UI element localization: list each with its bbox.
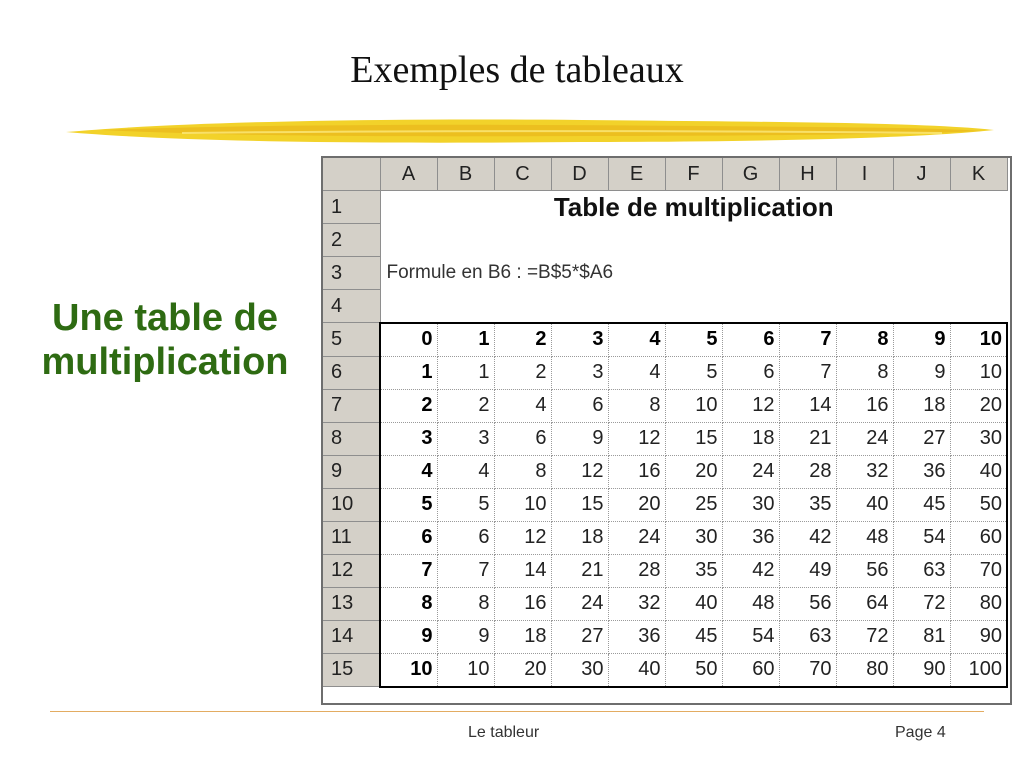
sheet-row: [323, 554, 1007, 587]
row-header[interactable]: 7: [323, 389, 380, 422]
row-header[interactable]: 14: [323, 620, 380, 653]
product-cell[interactable]: 50: [665, 653, 722, 687]
product-cell[interactable]: 35: [779, 488, 836, 521]
sheet-row: [323, 488, 1007, 521]
product-cell[interactable]: 3: [437, 422, 494, 455]
multiplicand-cell[interactable]: 6: [380, 521, 437, 554]
sheet-row: [323, 389, 1007, 422]
product-cell[interactable]: 9: [893, 356, 950, 389]
product-cell[interactable]: 18: [893, 389, 950, 422]
product-cell[interactable]: 10: [494, 488, 551, 521]
product-cell[interactable]: 80: [950, 587, 1007, 620]
brush-stroke-decoration: [62, 112, 998, 150]
product-cell[interactable]: 45: [893, 488, 950, 521]
product-cell[interactable]: 9: [551, 422, 608, 455]
sheet-row: [323, 620, 1007, 653]
product-cell[interactable]: 32: [608, 587, 665, 620]
sheet-row: [323, 224, 1007, 257]
sheet-row: [323, 290, 1007, 323]
column-header[interactable]: E: [608, 158, 665, 191]
row-header[interactable]: 5: [323, 323, 380, 357]
multiplier-header-cell[interactable]: 7: [779, 323, 836, 357]
row-header[interactable]: 13: [323, 587, 380, 620]
product-cell[interactable]: 90: [950, 620, 1007, 653]
product-cell[interactable]: 20: [665, 455, 722, 488]
product-cell[interactable]: 7: [779, 356, 836, 389]
sheet-row: [323, 356, 1007, 389]
product-cell[interactable]: 3: [551, 356, 608, 389]
product-cell[interactable]: 70: [779, 653, 836, 687]
product-cell[interactable]: 48: [722, 587, 779, 620]
column-header[interactable]: A: [380, 158, 437, 191]
row-header[interactable]: 9: [323, 455, 380, 488]
multiplicand-cell[interactable]: 3: [380, 422, 437, 455]
product-cell[interactable]: 12: [494, 521, 551, 554]
product-cell[interactable]: 10: [437, 653, 494, 687]
product-cell[interactable]: 90: [893, 653, 950, 687]
product-cell[interactable]: 24: [551, 587, 608, 620]
product-cell[interactable]: 81: [893, 620, 950, 653]
multiplicand-cell[interactable]: 2: [380, 389, 437, 422]
product-cell[interactable]: 54: [893, 521, 950, 554]
column-header[interactable]: C: [494, 158, 551, 191]
product-cell[interactable]: 2: [437, 389, 494, 422]
column-header-row: [323, 158, 1007, 191]
multiplier-header-cell[interactable]: 2: [494, 323, 551, 357]
column-header[interactable]: K: [950, 158, 1007, 191]
multiplicand-cell[interactable]: 5: [380, 488, 437, 521]
product-cell[interactable]: 14: [494, 554, 551, 587]
product-cell[interactable]: 42: [722, 554, 779, 587]
column-header[interactable]: B: [437, 158, 494, 191]
select-all-corner[interactable]: [323, 158, 380, 191]
side-label-line1: Une table de: [52, 297, 278, 339]
multiplier-header-cell[interactable]: 0: [380, 323, 437, 357]
product-cell[interactable]: 30: [665, 521, 722, 554]
product-cell[interactable]: 8: [494, 455, 551, 488]
column-header[interactable]: F: [665, 158, 722, 191]
product-cell[interactable]: 45: [665, 620, 722, 653]
product-cell[interactable]: 4: [608, 356, 665, 389]
column-header[interactable]: H: [779, 158, 836, 191]
product-cell[interactable]: 4: [494, 389, 551, 422]
multiplier-header-cell[interactable]: 10: [950, 323, 1007, 357]
product-cell[interactable]: 72: [836, 620, 893, 653]
product-cell[interactable]: 70: [950, 554, 1007, 587]
spreadsheet-table: [323, 158, 1008, 688]
row-header[interactable]: 11: [323, 521, 380, 554]
product-cell[interactable]: 6: [551, 389, 608, 422]
product-cell[interactable]: 12: [722, 389, 779, 422]
row-header[interactable]: 1: [323, 191, 380, 224]
row-header[interactable]: 15: [323, 653, 380, 687]
multiplier-header-cell[interactable]: 4: [608, 323, 665, 357]
multiplier-header-cell[interactable]: 3: [551, 323, 608, 357]
product-cell[interactable]: 40: [836, 488, 893, 521]
product-cell[interactable]: 48: [836, 521, 893, 554]
product-cell[interactable]: 40: [950, 455, 1007, 488]
product-cell[interactable]: 40: [608, 653, 665, 687]
product-cell[interactable]: 12: [551, 455, 608, 488]
row-header[interactable]: 10: [323, 488, 380, 521]
product-cell[interactable]: 27: [893, 422, 950, 455]
product-cell[interactable]: 1: [437, 356, 494, 389]
multiplicand-cell[interactable]: 1: [380, 356, 437, 389]
side-label: [12, 296, 318, 384]
product-cell[interactable]: 63: [779, 620, 836, 653]
product-cell[interactable]: 8: [836, 356, 893, 389]
product-cell[interactable]: 63: [893, 554, 950, 587]
footer-center-text: Le tableur: [468, 724, 540, 741]
multiplier-header-cell[interactable]: 1: [437, 323, 494, 357]
product-cell[interactable]: 6: [494, 422, 551, 455]
sheet-row: [323, 587, 1007, 620]
product-cell[interactable]: 18: [722, 422, 779, 455]
product-cell[interactable]: 7: [437, 554, 494, 587]
product-cell[interactable]: 24: [722, 455, 779, 488]
product-cell[interactable]: 54: [722, 620, 779, 653]
product-cell[interactable]: 25: [665, 488, 722, 521]
product-cell[interactable]: 5: [437, 488, 494, 521]
sheet-row: [323, 521, 1007, 554]
column-header[interactable]: D: [551, 158, 608, 191]
product-cell[interactable]: 32: [836, 455, 893, 488]
product-cell[interactable]: 15: [665, 422, 722, 455]
row-header[interactable]: 2: [323, 224, 380, 257]
product-cell[interactable]: 16: [494, 587, 551, 620]
product-cell[interactable]: 30: [551, 653, 608, 687]
sheet-row: [323, 323, 1007, 357]
empty-cell[interactable]: [380, 224, 1007, 257]
product-cell[interactable]: 56: [836, 554, 893, 587]
product-cell[interactable]: 36: [893, 455, 950, 488]
product-cell[interactable]: 2: [494, 356, 551, 389]
product-cell[interactable]: 8: [608, 389, 665, 422]
multiplier-header-cell[interactable]: 9: [893, 323, 950, 357]
multiplicand-cell[interactable]: 8: [380, 587, 437, 620]
product-cell[interactable]: 10: [665, 389, 722, 422]
product-cell[interactable]: 36: [608, 620, 665, 653]
product-cell[interactable]: 21: [779, 422, 836, 455]
product-cell[interactable]: 20: [494, 653, 551, 687]
empty-cell[interactable]: [380, 290, 1007, 323]
multiplier-header-cell[interactable]: 6: [722, 323, 779, 357]
product-cell[interactable]: 30: [722, 488, 779, 521]
multiplicand-cell[interactable]: 7: [380, 554, 437, 587]
multiplier-header-cell[interactable]: 5: [665, 323, 722, 357]
product-cell[interactable]: 50: [950, 488, 1007, 521]
product-cell[interactable]: 64: [836, 587, 893, 620]
product-cell[interactable]: 15: [551, 488, 608, 521]
product-cell[interactable]: 36: [722, 521, 779, 554]
row-header[interactable]: 4: [323, 290, 380, 323]
product-cell[interactable]: 5: [665, 356, 722, 389]
product-cell[interactable]: 24: [608, 521, 665, 554]
product-cell[interactable]: 35: [665, 554, 722, 587]
product-cell[interactable]: 40: [665, 587, 722, 620]
product-cell[interactable]: 12: [608, 422, 665, 455]
product-cell[interactable]: 56: [779, 587, 836, 620]
sheet-row: [323, 422, 1007, 455]
product-cell[interactable]: 28: [779, 455, 836, 488]
page-number: Page 4: [895, 724, 946, 741]
row-header[interactable]: 8: [323, 422, 380, 455]
multiplier-header-cell[interactable]: 8: [836, 323, 893, 357]
product-cell[interactable]: 100: [950, 653, 1007, 687]
table-title-cell[interactable]: Table de multiplication: [553, 191, 834, 222]
multiplicand-cell[interactable]: 10: [380, 653, 437, 687]
multiplicand-cell[interactable]: 4: [380, 455, 437, 488]
column-header[interactable]: I: [836, 158, 893, 191]
product-cell[interactable]: 60: [950, 521, 1007, 554]
product-cell[interactable]: 6: [722, 356, 779, 389]
product-cell[interactable]: 18: [494, 620, 551, 653]
sheet-row: [323, 653, 1007, 687]
product-cell[interactable]: 9: [437, 620, 494, 653]
product-cell[interactable]: 20: [608, 488, 665, 521]
product-cell[interactable]: 20: [950, 389, 1007, 422]
slide-title: Exemples de tableaux: [350, 49, 684, 91]
product-cell[interactable]: 6: [437, 521, 494, 554]
footer-divider: [50, 711, 984, 712]
product-cell[interactable]: 27: [551, 620, 608, 653]
product-cell[interactable]: 60: [722, 653, 779, 687]
product-cell[interactable]: 24: [836, 422, 893, 455]
spreadsheet: [321, 156, 1012, 705]
side-label-line2: multiplication: [41, 341, 289, 383]
product-cell[interactable]: 42: [779, 521, 836, 554]
product-cell[interactable]: 8: [437, 587, 494, 620]
product-cell[interactable]: 16: [836, 389, 893, 422]
product-cell[interactable]: 49: [779, 554, 836, 587]
product-cell[interactable]: 28: [608, 554, 665, 587]
row-header[interactable]: 12: [323, 554, 380, 587]
row-header[interactable]: 3: [323, 257, 380, 290]
sheet-row: [323, 191, 1007, 224]
product-cell[interactable]: 18: [551, 521, 608, 554]
sheet-row: [323, 455, 1007, 488]
formula-note-cell[interactable]: Formule en B6 : =B$5*$A6: [386, 262, 614, 284]
product-cell[interactable]: 72: [893, 587, 950, 620]
product-cell[interactable]: 80: [836, 653, 893, 687]
product-cell[interactable]: 16: [608, 455, 665, 488]
column-header[interactable]: J: [893, 158, 950, 191]
product-cell[interactable]: 4: [437, 455, 494, 488]
row-header[interactable]: 6: [323, 356, 380, 389]
product-cell[interactable]: 14: [779, 389, 836, 422]
multiplicand-cell[interactable]: 9: [380, 620, 437, 653]
sheet-row: [323, 257, 1007, 290]
product-cell[interactable]: 30: [950, 422, 1007, 455]
product-cell[interactable]: 10: [950, 356, 1007, 389]
column-header[interactable]: G: [722, 158, 779, 191]
product-cell[interactable]: 21: [551, 554, 608, 587]
